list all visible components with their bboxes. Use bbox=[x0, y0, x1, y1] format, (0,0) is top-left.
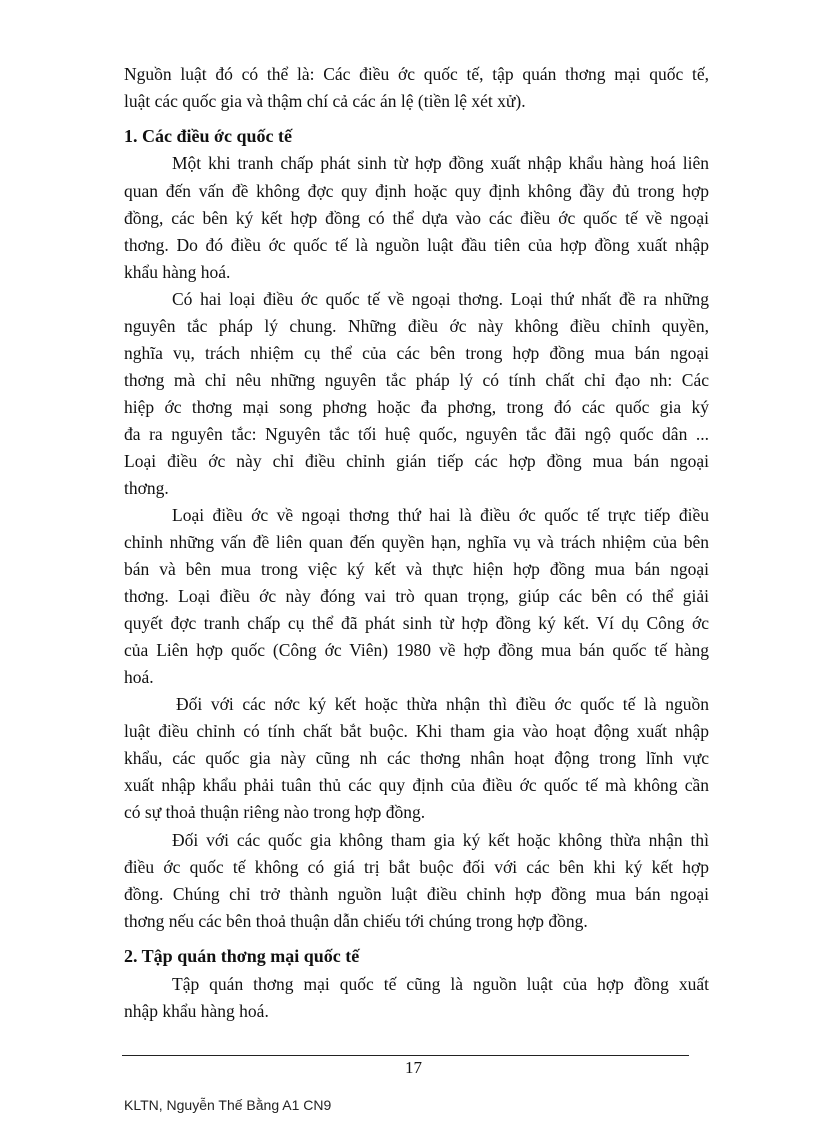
paragraph-line: khẩu, các quốc gia này cũng nh các thơng nhân hoạt động trong lĩnh vực bbox=[124, 748, 709, 768]
paragraph-line: của Liên hợp quốc (Công ớc Viên) 1980 về hợp đồng mua bán quốc tế hàng bbox=[124, 640, 709, 660]
paragraph-line: đồng, các bên ký kết hợp đồng có thể dựa vào các điều ớc quốc tế về ngoại bbox=[124, 208, 709, 228]
paragraph-line: nguyên tắc pháp lý chung. Những điều ớc này không điều chỉnh quyền, bbox=[124, 316, 709, 336]
paragraph-line: hiệp ớc thơng mại song phơng hoặc đa phơng, trong đó các quốc gia ký bbox=[124, 397, 709, 417]
paragraph-line: Có hai loại điều ớc quốc tế về ngoại thơng. Loại thứ nhất đề ra những bbox=[172, 289, 709, 309]
section-2-heading: 2. Tập quán thơng mại quốc tế bbox=[124, 946, 360, 966]
paragraph-line: nhập khẩu hàng hoá. bbox=[124, 1001, 269, 1021]
paragraph-line: nghĩa vụ, trách nhiệm cụ thể của các bên trong hợp đồng mua bán ngoại bbox=[124, 343, 709, 363]
paragraph-line: Đối với các quốc gia không tham gia ký kết hoặc không thừa nhận thì bbox=[172, 830, 709, 850]
intro-line-1: Nguồn luật đó có thể là: Các điều ớc quốc tế, tập quán thơng mại quốc tế, bbox=[124, 64, 709, 84]
paragraph-line: quyết đợc tranh chấp cụ thể đã phát sinh từ hợp đồng ký kết. Ví dụ Công ớc bbox=[124, 613, 709, 633]
paragraph-line: thơng. Loại điều ớc này đóng vai trò quan trọng, giúp các bên có thể giải bbox=[124, 586, 709, 606]
paragraph-line: thơng mà chỉ nêu những nguyên tắc pháp lý có tính chất chỉ đạo nh: Các bbox=[124, 370, 709, 390]
paragraph-line: đa ra nguyên tắc: Nguyên tắc tối huệ quốc, nguyên tắc đãi ngộ quốc dân ... bbox=[124, 424, 709, 444]
paragraph-line: đồng. Chúng chỉ trở thành nguồn luật điều chỉnh hợp đồng mua bán ngoại bbox=[124, 884, 709, 904]
paragraph-line: thơng nếu các bên thoả thuận dẫn chiếu tới chúng trong hợp đồng. bbox=[124, 911, 588, 931]
paragraph-line: Một khi tranh chấp phát sinh từ hợp đồng xuất nhập khẩu hàng hoá liên bbox=[172, 153, 709, 173]
paragraph-line: Loại điều ớc về ngoại thơng thứ hai là điều ớc quốc tế trực tiếp điều bbox=[172, 505, 709, 525]
footer-text: KLTN, Nguyễn Thế Bằng A1 CN9 bbox=[124, 1097, 332, 1113]
paragraph-line: Loại điều ớc này chỉ điều chỉnh gián tiếp các hợp đồng mua bán ngoại bbox=[124, 451, 709, 471]
paragraph-line: thơng. bbox=[124, 478, 169, 498]
paragraph-line: thơng. Do đó điều ớc quốc tế là nguồn luật đầu tiên của hợp đồng xuất nhập bbox=[124, 235, 709, 255]
paragraph-line: luật điều chỉnh có tính chất bắt buộc. Khi tham gia vào hoạt động xuất nhập bbox=[124, 721, 709, 741]
footer-divider bbox=[122, 1055, 689, 1056]
section-1-heading: 1. Các điều ớc quốc tế bbox=[124, 126, 292, 146]
page-number: 17 bbox=[405, 1058, 422, 1077]
paragraph-line: khẩu hàng hoá. bbox=[124, 262, 231, 282]
paragraph-line: bán và bên mua trong việc ký kết và thực hiện hợp đồng mua bán ngoại bbox=[124, 559, 709, 579]
paragraph-line: quan đến vấn đề không đợc quy định hoặc quy định không đầy đủ trong hợp bbox=[124, 181, 709, 201]
paragraph-line: Đối với các nớc ký kết hoặc thừa nhận thì điều ớc quốc tế là nguồn bbox=[176, 694, 709, 714]
paragraph-line: hoá. bbox=[124, 667, 154, 687]
paragraph-line: có sự thoả thuận riêng nào trong hợp đồng. bbox=[124, 802, 426, 822]
paragraph-line: Tập quán thơng mại quốc tế cũng là nguồn luật của hợp đồng xuất bbox=[172, 974, 709, 994]
paragraph-line: xuất nhập khẩu phải tuân thủ các quy định của điều ớc quốc tế mà không cần bbox=[124, 775, 709, 795]
intro-line-2: luật các quốc gia và thậm chí cả các án lệ (tiền lệ xét xử). bbox=[124, 91, 526, 111]
paragraph-line: chỉnh những vấn đề liên quan đến quyền hạn, nghĩa vụ và trách nhiệm của bên bbox=[124, 532, 709, 552]
paragraph-line: điều ớc quốc tế không có giá trị bắt buộc đối với các bên khi ký kết hợp bbox=[124, 857, 709, 877]
